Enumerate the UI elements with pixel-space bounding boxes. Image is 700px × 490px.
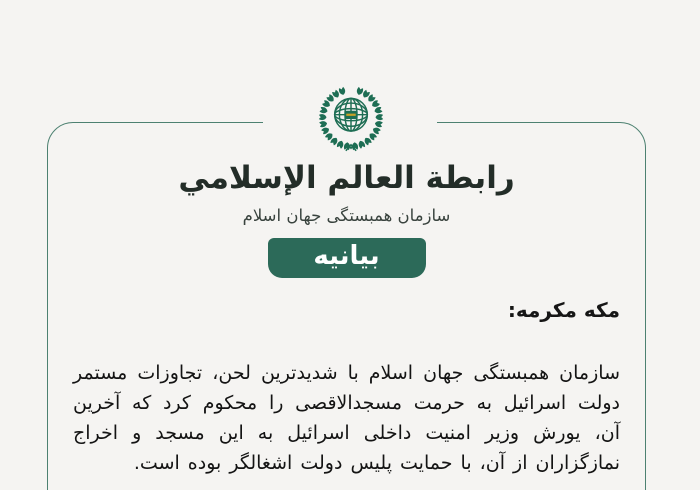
- calligraphy-title: رابطة العالم الإسلامي: [178, 160, 515, 196]
- organization-subtitle: سازمان همبستگی جهان اسلام: [242, 206, 451, 225]
- statement-card-content: [47, 122, 646, 490]
- dateline-greeting: مکه مکرمه:: [507, 298, 620, 322]
- statement-banner: [268, 238, 426, 278]
- kaaba-icon: [345, 111, 356, 119]
- statement-paragraph: سازمان همبستگی جهان اسلام با شدیدترین لحن، تجاوزات مستمر دولت اسرائیل به حرمت مسجدالاقصی را محکوم کرد که آخرین آن، یورش وزیر امنیت داخلی اسرائیل به این مسجد و اخراج نمازگزاران از آن، با حمایت پلیس دولت اشغالگر بوده است.: [73, 362, 620, 474]
- statement-banner-label: بیانیه: [313, 241, 380, 271]
- muslim-world-league-emblem-icon: [306, 82, 396, 168]
